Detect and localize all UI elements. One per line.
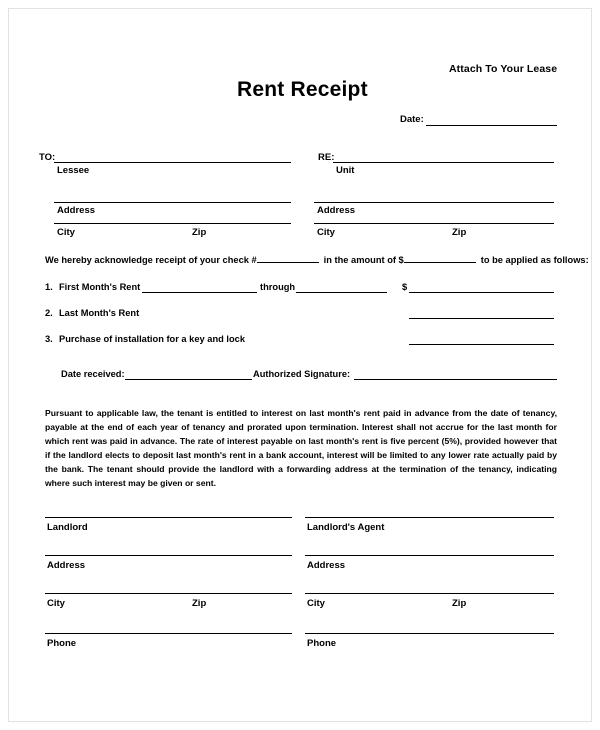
page-title: Rent Receipt — [237, 78, 368, 101]
landlord-agent-address-caption: Address — [307, 560, 346, 571]
legal-interest-disclosure: Pursuant to applicable law, the tenant is entitled to interest on last month's rent paid in advance from the date of tenancy, payable at the end of each year of tenancy and prorated upon termination. Interest shall not accrue for the last month for which rent was paid in advance. The rate of interest payable on last month's rent is five percent (5%), provided however that if the landlord elects to deposit last month's rent in a bank account, interest will be limited to any lower rate actually paid by the bank. The tenant should provide the landlord with a forwarding address at the termination of the tenancy, indicating where such interest may be given or sent. — [45, 408, 557, 488]
to-city-caption: City — [57, 227, 75, 238]
landlord-agent-name-input[interactable] — [305, 517, 554, 518]
document-page-frame — [8, 8, 592, 722]
authorized-signature-input[interactable] — [354, 379, 557, 380]
unit-input[interactable] — [333, 162, 554, 163]
landlord-city-caption: City — [47, 598, 65, 609]
to-zip-caption: Zip — [192, 227, 207, 238]
date-label: Date: — [400, 114, 424, 125]
landlord-agent-zip-caption: Zip — [452, 598, 467, 609]
landlord-city-zip-input[interactable] — [45, 593, 292, 594]
re-zip-caption: Zip — [452, 227, 467, 238]
landlord-address-caption: Address — [47, 560, 86, 571]
acknowledgement-text-part1: We hereby acknowledge receipt of your check # — [45, 255, 257, 265]
acknowledgement-sentence — [45, 256, 589, 265]
item-1-period-to-input[interactable] — [296, 292, 387, 293]
date-received-input[interactable] — [125, 379, 252, 380]
to-city-zip-input[interactable] — [54, 223, 291, 224]
item-2-label: Last Month's Rent — [59, 308, 140, 318]
unit-caption: Unit — [336, 165, 355, 176]
landlord-phone-input[interactable] — [45, 633, 292, 634]
re-city-caption: City — [317, 227, 335, 238]
landlord-agent-caption: Landlord's Agent — [307, 522, 385, 533]
acknowledgement-text-part3: to be applied as follows: — [480, 255, 589, 265]
re-city-zip-input[interactable] — [314, 223, 554, 224]
re-address-input[interactable] — [314, 202, 554, 203]
landlord-agent-city-caption: City — [307, 598, 325, 609]
item-2-number: 2. — [45, 308, 53, 318]
landlord-agent-address-input[interactable] — [305, 555, 554, 556]
check-number-input[interactable] — [257, 262, 319, 263]
re-address-caption: Address — [317, 205, 356, 216]
date-input[interactable] — [426, 125, 557, 126]
item-1-label: First Month's Rent — [59, 282, 141, 292]
landlord-name-input[interactable] — [45, 517, 292, 518]
authorized-signature-label: Authorized Signature: — [253, 369, 351, 379]
item-1-currency-symbol: $ — [402, 282, 408, 292]
item-1-through-label: through — [260, 282, 296, 292]
check-amount-input[interactable] — [404, 262, 476, 263]
to-address-caption: Address — [57, 205, 96, 216]
re-prefix: RE: — [318, 152, 335, 163]
date-received-label: Date received: — [61, 369, 125, 379]
landlord-address-input[interactable] — [45, 555, 292, 556]
attach-to-lease-note: Attach To Your Lease — [449, 63, 558, 75]
lessee-caption: Lessee — [57, 165, 90, 176]
lessee-input[interactable] — [54, 162, 291, 163]
landlord-agent-phone-caption: Phone — [307, 638, 337, 649]
item-1-amount-input[interactable] — [409, 292, 554, 293]
landlord-agent-city-zip-input[interactable] — [305, 593, 554, 594]
item-1-period-from-input[interactable] — [142, 292, 257, 293]
item-2-amount-input[interactable] — [409, 318, 554, 319]
item-3-label: Purchase of installation for a key and lock — [59, 334, 245, 344]
to-address-input[interactable] — [54, 202, 291, 203]
item-3-amount-input[interactable] — [409, 344, 554, 345]
landlord-zip-caption: Zip — [192, 598, 207, 609]
acknowledgement-text-part2: in the amount of $ — [323, 255, 404, 265]
to-prefix: TO: — [39, 152, 56, 163]
landlord-agent-phone-input[interactable] — [305, 633, 554, 634]
item-1-number: 1. — [45, 282, 53, 292]
item-3-number: 3. — [45, 334, 53, 344]
landlord-phone-caption: Phone — [47, 638, 77, 649]
landlord-caption: Landlord — [47, 522, 88, 533]
